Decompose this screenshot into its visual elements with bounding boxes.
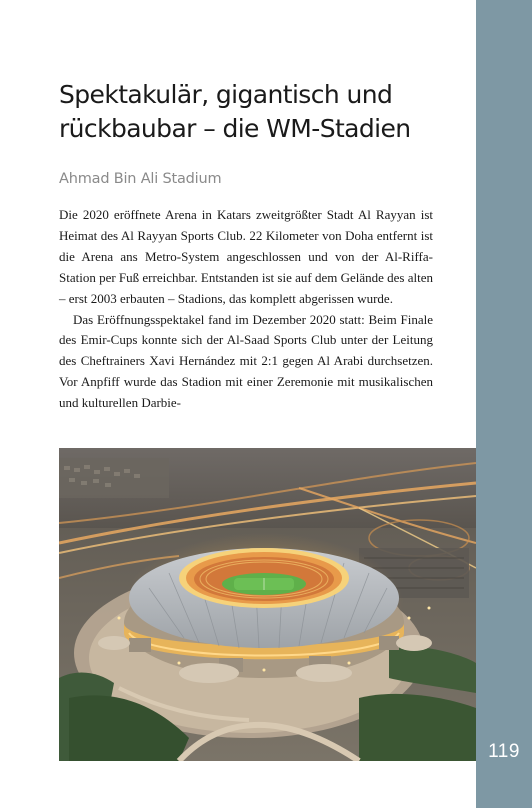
paragraph-2: Das Eröffnungsspektakel fand im Dezember 2020 statt: Beim Finale des Emir-Cups konnte sich der Al-Saad Sports Club unter der Leitung des Cheftrainers Xavi Hernández mit 2:1 gegen Al Arabi durchsetzen. Vor Anpfiff wurde das Stadion mit einer Zeremonie mit musikalischen und kulturellen Darbie- [59, 311, 433, 411]
page-title: Spektakulär, gigantisch und rückbaubar – die WM-Stadien [59, 80, 411, 143]
page-number: 119 [488, 741, 520, 762]
section-subtitle: Ahmad Bin Ali Stadium [59, 171, 222, 187]
paragraph-1: Die 2020 eröffnete Arena in Katars zweitgrößter Stadt Al Rayyan ist Heimat des Al Rayyan Sports Club. 22 Kilometer von Doha entfernt ist die Arena ans Metro-System angeschlossen und von der Al-Riffa-Station per Fuß erreichbar. Entstanden ist sie auf dem Gelände des alten – erst 2003 erbauten – Stadions, das komplett abgerissen wurde. [59, 207, 433, 306]
article-body [59, 205, 433, 414]
stadium-aerial-image [59, 448, 476, 761]
chapter-sidebar-bar [476, 0, 532, 808]
stadium-photo [59, 448, 476, 761]
